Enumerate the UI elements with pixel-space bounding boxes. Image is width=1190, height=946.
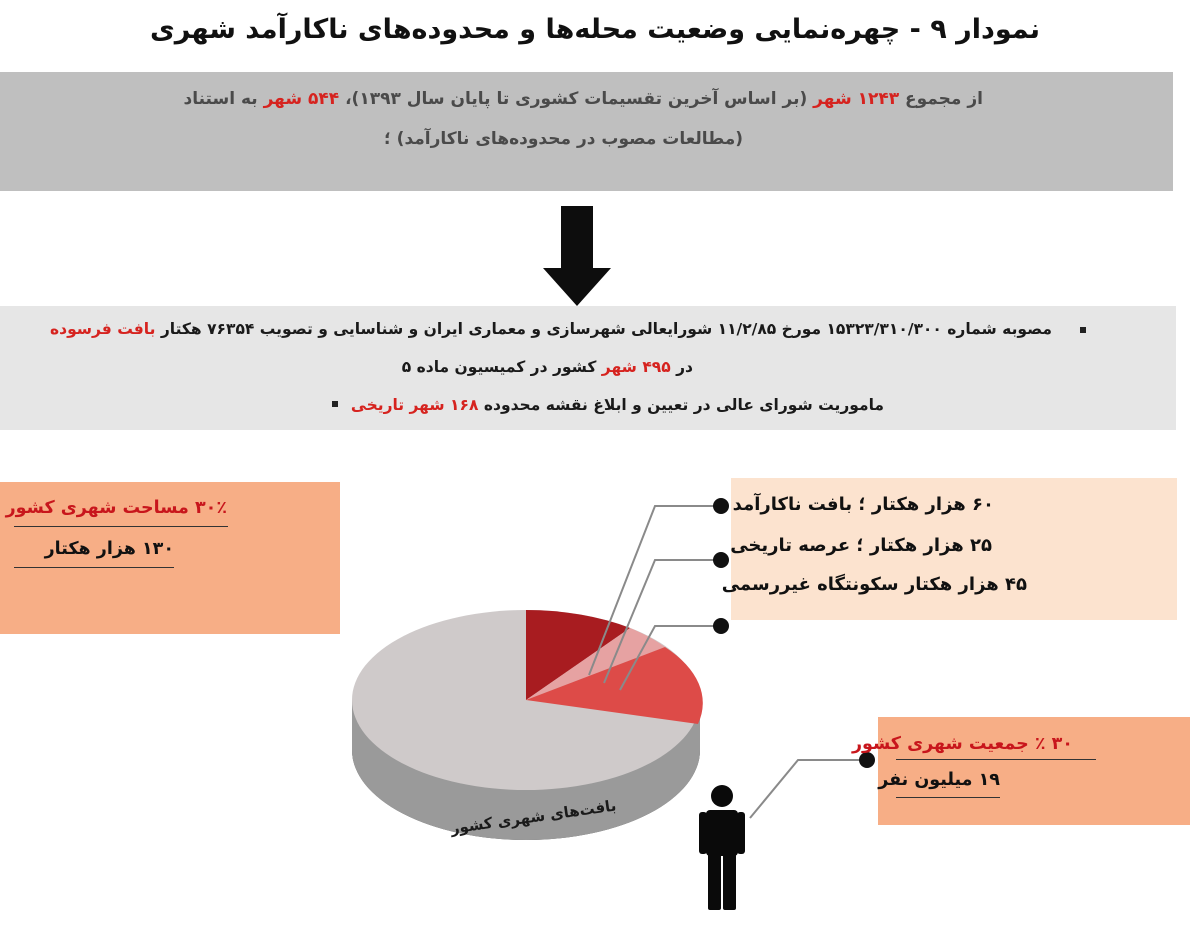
breakdown-box [721,478,1177,620]
population-value: ۱۹ میلیون نفر [878,770,1000,790]
value-underline [14,567,174,568]
summary-text-2: (بر اساس آخرین تقسیمات کشوری تا پایان سال ۱۳۹۳)، [345,89,808,109]
decision-text-2: در [676,358,693,376]
connector-dot-2 [713,552,729,568]
decision-text-3: کشور در کمیسیون ماده ۵ [401,358,597,376]
chart-title: نمودار ۹ - چهره‌نمایی وضعیت محله‌ها و محدوده‌های ناکارآمد شهری [149,14,1040,45]
area-share-heading: ۳۰٪ مساحت شهری کشور [5,498,227,518]
summary-text-3: به استناد [183,89,258,109]
summary-city-count: ۵۴۴ شهر [263,89,340,109]
summary-city-total: ۱۲۴۳ شهر [813,89,900,109]
breakdown-line-1: ۶۰ هزار هکتار ؛ بافت ناکارآمد [732,494,994,515]
area-share-box [0,482,340,634]
decision-highlight-1: بافت فرسوده [49,320,156,338]
decision-text-1: مصوبه شماره ۱۵۳۲۳/۳۱۰/۳۰۰ مورخ ۱۱/۲/۸۵ شورایعالی شهرسازی و معماری ایران و شناسایی و تصویب ۷۶۳۵۴ هکتار [160,320,1052,338]
area-share-value: ۱۳۰ هزار هکتار [44,539,174,559]
connector-dot-1 [713,498,729,514]
decision-highlight-3: ۱۶۸ شهر تاریخی [350,396,479,414]
population-heading-underline [896,759,1096,760]
connector-line-population [750,760,866,818]
summary-text-1: از مجموع [905,89,983,109]
pie-label: بافت‌های شهری کشور [449,796,618,838]
connector-dot-population [859,752,875,768]
population-box [851,717,1190,825]
breakdown-line-3: ۴۵ هزار هکتار سکونتگاه غیررسمی [721,574,1027,595]
population-value-underline [896,797,1000,798]
population-heading: ۳۰ ٪ جمعیت شهری کشور [851,734,1073,754]
decision-highlight-2: ۴۹۵ شهر [601,358,671,376]
summary-line-2: (مطالعات مصوب در محدوده‌های ناکارآمد) ؛ [383,129,743,149]
decision-text-4: ماموریت شورای عالی در تعیین و ابلاغ نقشه محدوده [483,396,884,414]
breakdown-line-2: ۲۵ هزار هکتار ؛ عرصه تاریخی [730,535,992,556]
heading-underline [14,526,228,527]
connector-dot-3 [713,618,729,634]
person-icon [699,785,745,910]
